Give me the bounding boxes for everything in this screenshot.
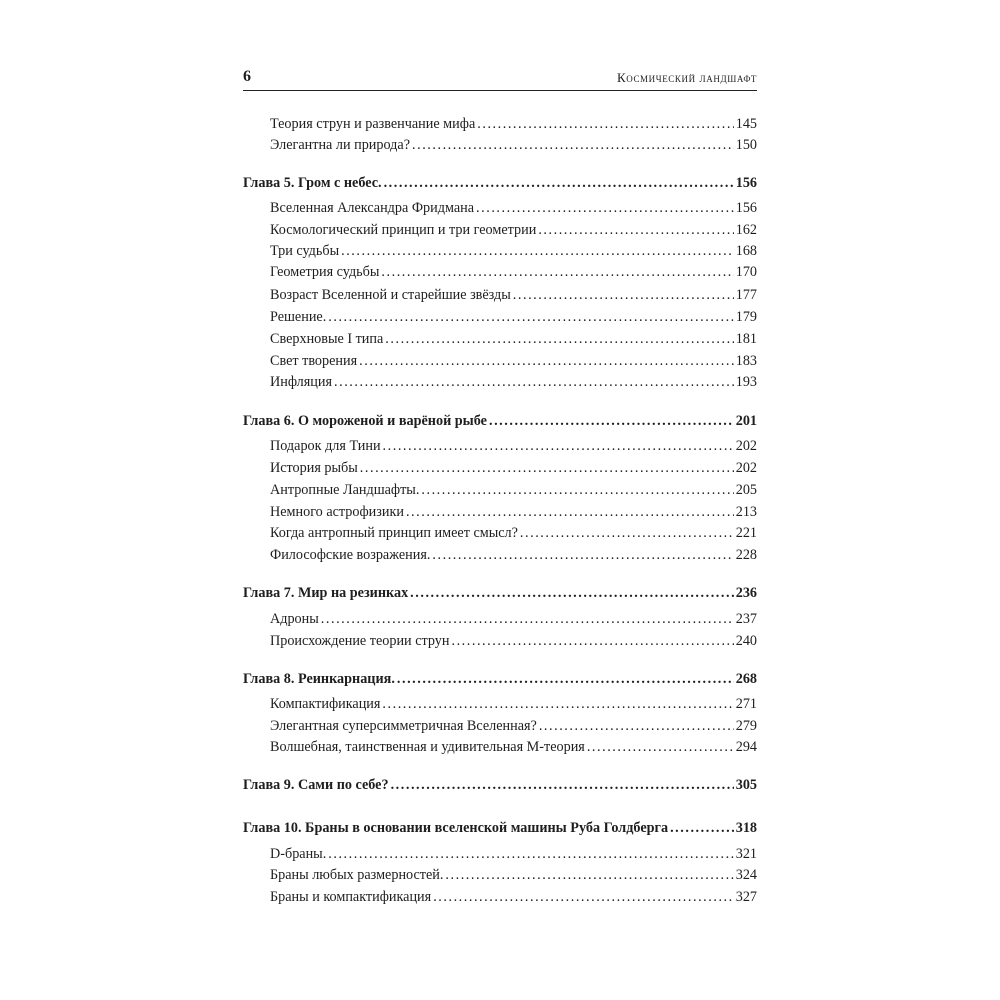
entry-page: 205 bbox=[735, 482, 757, 498]
entry-title: Три судьбы bbox=[270, 243, 340, 259]
dot-leader bbox=[385, 330, 733, 348]
dot-leader bbox=[587, 738, 734, 756]
toc-chapter-entry bbox=[243, 776, 757, 794]
toc-chapter-entry bbox=[243, 584, 757, 602]
toc-chapter-entry bbox=[243, 670, 757, 688]
dot-leader bbox=[406, 503, 734, 521]
dot-leader bbox=[445, 866, 733, 884]
dot-leader bbox=[520, 524, 734, 542]
toc-section-entry bbox=[270, 330, 757, 348]
running-title: Космический ландшафт bbox=[616, 70, 757, 85]
entry-page: 324 bbox=[735, 867, 757, 883]
toc-section-entry bbox=[270, 610, 757, 628]
entry-title: Глава 7. Мир на резинках bbox=[243, 585, 409, 601]
toc-section-entry bbox=[270, 866, 757, 884]
entry-title: История рыбы bbox=[270, 460, 358, 476]
entry-title: Вселенная Александра Фридмана bbox=[270, 200, 475, 216]
dot-leader bbox=[321, 610, 734, 628]
entry-page: 202 bbox=[735, 460, 757, 476]
dot-leader bbox=[451, 632, 733, 650]
entry-page: 279 bbox=[735, 718, 757, 734]
toc-chapter-entry bbox=[243, 819, 757, 837]
dot-leader bbox=[328, 308, 733, 326]
entry-title: Свет творения bbox=[270, 353, 358, 369]
entry-page: 321 bbox=[735, 846, 757, 862]
toc-section-entry bbox=[270, 115, 757, 133]
entry-page: 240 bbox=[735, 633, 757, 649]
entry-page: 156 bbox=[735, 200, 757, 216]
entry-title: Возраст Вселенной и старейшие звёзды bbox=[270, 287, 511, 303]
toc-section-entry bbox=[270, 437, 757, 455]
entry-page: 294 bbox=[735, 739, 757, 755]
entry-title: Компактификация bbox=[270, 696, 381, 712]
dot-leader bbox=[382, 695, 733, 713]
entry-title: Глава 5. Гром с небес. bbox=[243, 175, 382, 191]
entry-page: 150 bbox=[735, 137, 757, 153]
toc-section-entry bbox=[270, 845, 757, 863]
toc-section-entry bbox=[270, 738, 757, 756]
entry-page: 181 bbox=[735, 331, 757, 347]
entry-page: 201 bbox=[735, 413, 757, 429]
dot-leader bbox=[538, 221, 733, 239]
toc-chapter-entry bbox=[243, 412, 757, 430]
entry-title: Происхождение теории струн bbox=[270, 633, 450, 649]
toc-section-entry bbox=[270, 888, 757, 906]
dot-leader bbox=[421, 481, 733, 499]
entry-title: Браны любых размерностей. bbox=[270, 867, 444, 883]
toc-section-entry bbox=[270, 308, 757, 326]
dot-leader bbox=[359, 352, 734, 370]
entry-title: Подарок для Тини bbox=[270, 438, 381, 454]
dot-leader bbox=[360, 459, 734, 477]
entry-title: Космологический принцип и три геометрии bbox=[270, 222, 537, 238]
dot-leader bbox=[539, 717, 734, 735]
toc-section-entry bbox=[270, 481, 757, 499]
dot-leader bbox=[381, 263, 733, 281]
entry-page: 237 bbox=[735, 611, 757, 627]
entry-title: Глава 9. Сами по себе? bbox=[243, 777, 389, 793]
toc-section-entry bbox=[270, 632, 757, 650]
toc-section-entry bbox=[270, 373, 757, 391]
entry-page: 193 bbox=[735, 374, 757, 390]
entry-page: 271 bbox=[735, 696, 757, 712]
dot-leader bbox=[433, 888, 734, 906]
dot-leader bbox=[391, 776, 734, 794]
entry-title: Решение. bbox=[270, 309, 327, 325]
toc-section-entry bbox=[270, 136, 757, 154]
dot-leader bbox=[397, 670, 734, 688]
dot-leader bbox=[489, 412, 734, 430]
dot-leader bbox=[476, 199, 734, 217]
dot-leader bbox=[341, 242, 734, 260]
entry-page: 305 bbox=[735, 777, 757, 793]
entry-page: 236 bbox=[735, 585, 757, 601]
toc-section-entry bbox=[270, 221, 757, 239]
entry-title: Геометрия судьбы bbox=[270, 264, 380, 280]
entry-title: Волшебная, таинственная и удивительная М-теория bbox=[270, 739, 585, 755]
entry-page: 228 bbox=[735, 547, 757, 563]
dot-leader bbox=[432, 546, 733, 564]
dot-leader bbox=[412, 136, 734, 154]
toc-section-entry bbox=[270, 242, 757, 260]
entry-title: Браны и компактификация bbox=[270, 889, 432, 905]
entry-page: 156 bbox=[735, 175, 757, 191]
toc-section-entry bbox=[270, 717, 757, 735]
entry-title: Теория струн и развенчание мифа bbox=[270, 116, 476, 132]
entry-page: 327 bbox=[735, 889, 757, 905]
toc-section-entry bbox=[270, 503, 757, 521]
dot-leader bbox=[477, 115, 733, 133]
entry-title: Элегантная суперсимметричная Вселенная? bbox=[270, 718, 537, 734]
dot-leader bbox=[670, 819, 734, 837]
toc-section-entry bbox=[270, 524, 757, 542]
entry-page: 202 bbox=[735, 438, 757, 454]
entry-title: Сверхновые I типа bbox=[270, 331, 384, 347]
dot-leader bbox=[410, 584, 734, 602]
page-number: 6 bbox=[243, 68, 251, 85]
entry-page: 268 bbox=[735, 671, 757, 687]
entry-page: 177 bbox=[735, 287, 757, 303]
dot-leader bbox=[383, 437, 734, 455]
entry-page: 168 bbox=[735, 243, 757, 259]
entry-page: 183 bbox=[735, 353, 757, 369]
entry-title: Антропные Ландшафты. bbox=[270, 482, 420, 498]
toc-section-entry bbox=[270, 199, 757, 217]
toc-section-entry bbox=[270, 546, 757, 564]
entry-title: D-браны. bbox=[270, 846, 327, 862]
toc-section-entry bbox=[270, 286, 757, 304]
entry-page: 213 bbox=[735, 504, 757, 520]
dot-leader bbox=[328, 845, 733, 863]
running-header bbox=[243, 68, 757, 91]
dot-leader bbox=[334, 373, 734, 391]
entry-title: Философские возражения. bbox=[270, 547, 431, 563]
entry-title: Немного астрофизики bbox=[270, 504, 404, 520]
entry-title: Адроны bbox=[270, 611, 319, 627]
entry-page: 162 bbox=[735, 222, 757, 238]
entry-title: Элегантна ли природа? bbox=[270, 137, 410, 153]
entry-title: Когда антропный принцип имеет смысл? bbox=[270, 525, 518, 541]
entry-title: Глава 10. Браны в основании вселенской машины Руба Голдберга bbox=[243, 820, 669, 836]
toc-section-entry bbox=[270, 695, 757, 713]
dot-leader bbox=[384, 174, 734, 192]
toc-section-entry bbox=[270, 352, 757, 370]
entry-page: 221 bbox=[735, 525, 757, 541]
entry-title: Глава 6. О мороженой и варёной рыбе bbox=[243, 413, 487, 429]
toc-section-entry bbox=[270, 263, 757, 281]
entry-page: 179 bbox=[735, 309, 757, 325]
entry-page: 318 bbox=[735, 820, 757, 836]
entry-title: Инфляция bbox=[270, 374, 332, 390]
toc-chapter-entry bbox=[243, 174, 757, 192]
dot-leader bbox=[513, 286, 734, 304]
entry-page: 170 bbox=[735, 264, 757, 280]
entry-page: 145 bbox=[735, 116, 757, 132]
entry-title: Глава 8. Реинкарнация. bbox=[243, 671, 395, 687]
toc-section-entry bbox=[270, 459, 757, 477]
